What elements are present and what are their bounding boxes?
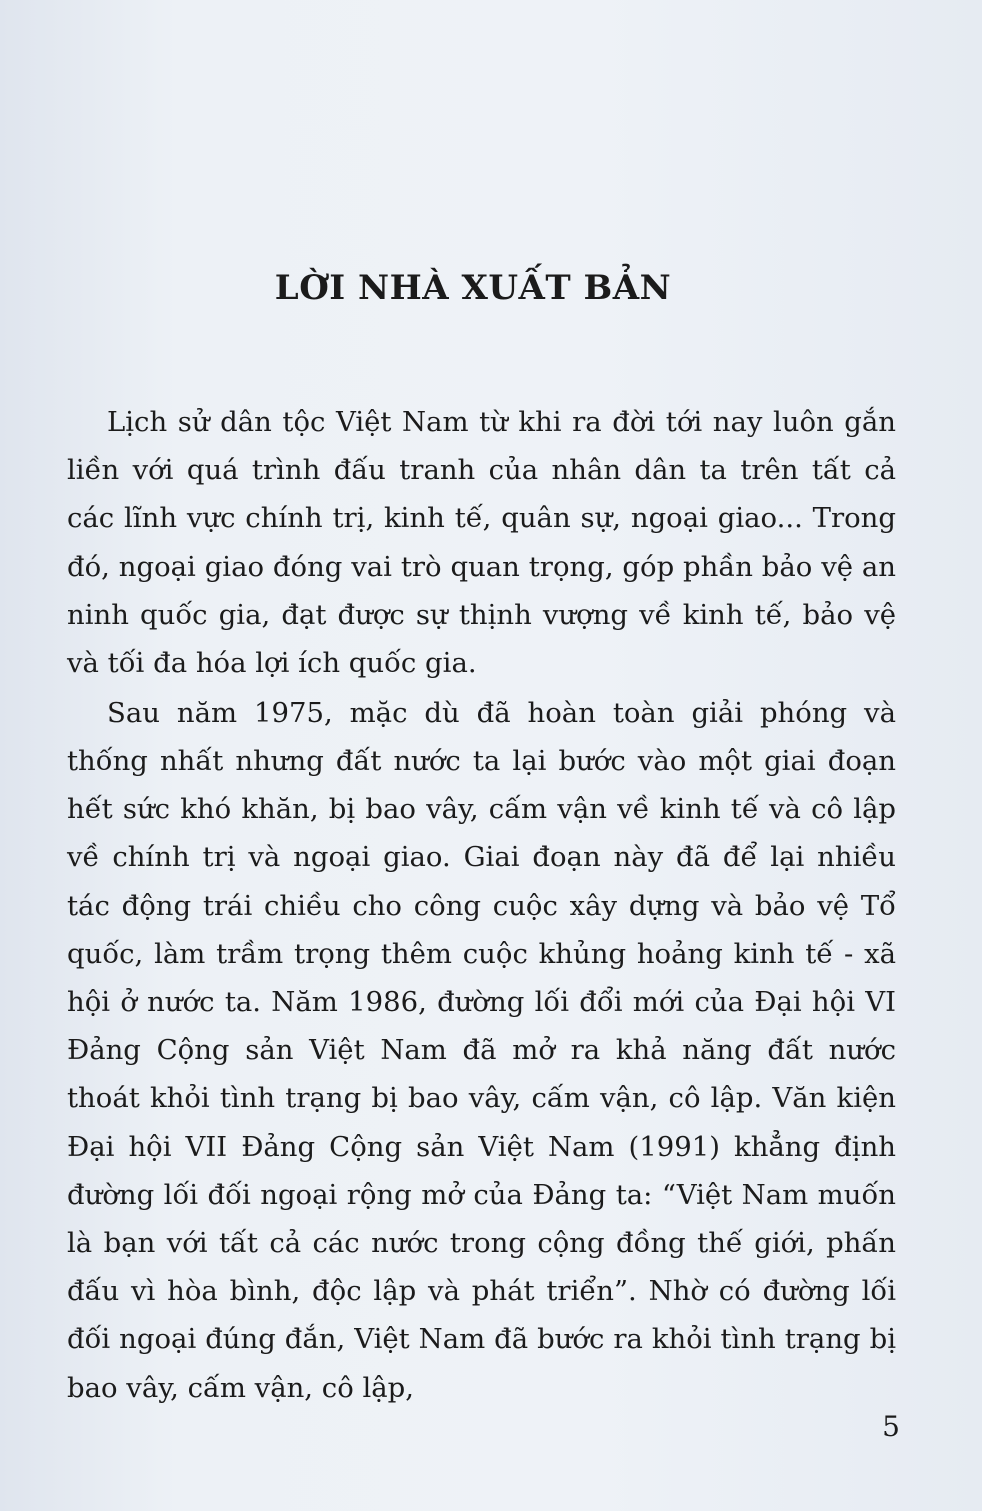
page-number: 5 bbox=[882, 1410, 900, 1443]
paragraph-2: Sau năm 1975, mặc dù đã hoàn toàn giải phóng và thống nhất nhưng đất nước ta lại bước vào một giai đoạn hết sức khó khăn, bị bao vây, cấm vận về kinh tế và cô lập về chính trị và ngoại giao. Giai đoạn này đã để lại nhiều tác động trái chiều cho công cuộc xây dựng và bảo vệ Tổ quốc, làm trầm trọng thêm cuộc khủng hoảng kinh tế - xã hội ở nước ta. Năm 1986, đường lối đổi mới của Đại hội VI Đảng Cộng sản Việt Nam đã mở ra khả năng đất nước thoát khỏi tình trạng bị bao vây, cấm vận, cô lập. Văn kiện Đại hội VII Đảng Cộng sản Việt Nam (1991) khẳng định đường lối đối ngoại rộng mở của Đảng ta: “Việt Nam muốn là bạn với tất cả các nước trong cộng đồng thế giới, phấn đấu vì hòa bình, độc lập và phát triển”. Nhờ có đường lối đối ngoại đúng đắn, Việt Nam đã bước ra khỏi tình trạng bị bao vây, cấm vận, cô lập, bbox=[67, 696, 896, 1404]
paragraph-1: Lịch sử dân tộc Việt Nam từ khi ra đời tới nay luôn gắn liền với quá trình đấu tranh của nhân dân ta trên tất cả các lĩnh vực chính trị, kinh tế, quân sự, ngoại giao... Trong đó, ngoại giao đóng vai trò quan trọng, góp phần bảo vệ an ninh quốc gia, đạt được sự thịnh vượng về kinh tế, bảo vệ và tối đa hóa lợi ích quốc gia. bbox=[67, 406, 896, 680]
page-heading: LỜI NHÀ XUẤT BẢN bbox=[274, 268, 672, 308]
body-text bbox=[67, 398, 896, 1413]
